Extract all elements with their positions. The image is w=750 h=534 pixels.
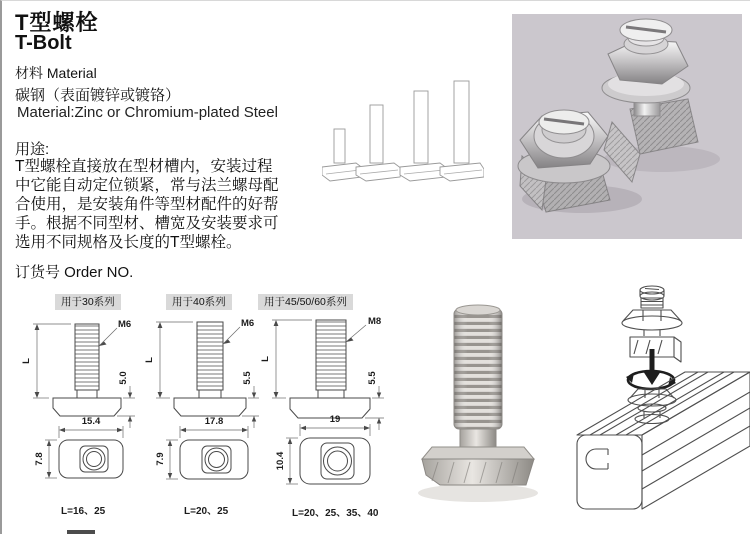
profile-extrusion [577,372,750,509]
drawing-40-series [140,292,262,530]
top-view [155,416,248,479]
dim-head-width: 19 [329,414,341,425]
series-label-45-50-60: 用于45/50/60系列 [258,294,353,310]
t-bolt-drawing-40 [140,312,262,530]
length-options: L=20、25 [184,506,229,517]
order-no-label: 订货号 Order NO. [15,264,134,281]
sketch-bolt-2 [356,105,402,181]
dim-head-width: 15.4 [81,416,101,427]
top-view [34,416,123,478]
dim-head-height: 5.0 [118,371,129,385]
usage-heading: 用途: [15,141,50,158]
dim-head-depth: 7.8 [34,452,45,466]
length-options: L=20、25、35、40 [292,508,379,519]
usage-line: T型螺栓直接放在型材槽内，安装过程 [15,158,273,175]
t-bolt-drawing-45-50-60 [258,312,396,530]
seated-bolt [628,389,676,424]
dim-thread: M8 [368,316,382,327]
dim-head-depth: 10.4 [275,451,286,471]
front-view [144,318,259,428]
length-options: L=16、25 [61,506,106,517]
dim-head-depth: 7.9 [155,452,166,466]
single-bolt-photo-image [402,283,570,534]
series-label-30: 用于30系列 [55,294,121,310]
page-title-en: T-Bolt [15,32,72,54]
sketch-bolt-4 [440,81,484,181]
dim-length: L [144,357,155,363]
drawing-45-50-60-series [258,292,396,530]
dim-thread: M6 [118,319,132,330]
bottom-crop-artifact [67,530,95,534]
front-view [21,319,135,428]
usage-line: 选用不同规格及长度的T型螺栓。 [15,234,242,251]
down-arrow [643,349,661,385]
t-bolt-drawing-30 [17,312,139,530]
material-line-zh: 碳钢（表面镀锌或镀铬） [15,87,181,104]
installation-diagram-image [560,283,750,534]
front-view [260,316,384,430]
material-heading: 材料 Material [15,65,97,81]
size-range-sketch-image [322,79,484,191]
dim-head-height: 5.5 [367,371,378,385]
usage-line: 手。根据不同型材、槽宽及安装要求可 [15,215,279,232]
drawing-30-series [17,292,139,530]
dim-length: L [260,356,271,362]
dim-head-height: 5.5 [242,371,253,385]
dim-length: L [21,358,32,364]
bolt-shadow [418,484,538,502]
bolt-head [422,447,534,485]
top-view [275,414,370,484]
series-label-40: 用于40系列 [166,294,232,310]
usage-line: 合使用，是安装角件等型材配件的好帮 [15,196,279,213]
usage-paragraph [15,157,350,252]
material-line-en: Material:Zinc or Chromium-plated Steel [17,104,278,121]
page-title-zh: T型螺栓 [15,10,99,35]
bolt-neck [460,429,496,447]
product-photo-image [512,14,742,239]
bolt-shaft [454,305,502,429]
dim-thread: M6 [241,318,255,329]
usage-line: 中它能自动定位锁紧，常与法兰螺母配 [15,177,279,194]
dim-head-width: 17.8 [204,416,224,427]
